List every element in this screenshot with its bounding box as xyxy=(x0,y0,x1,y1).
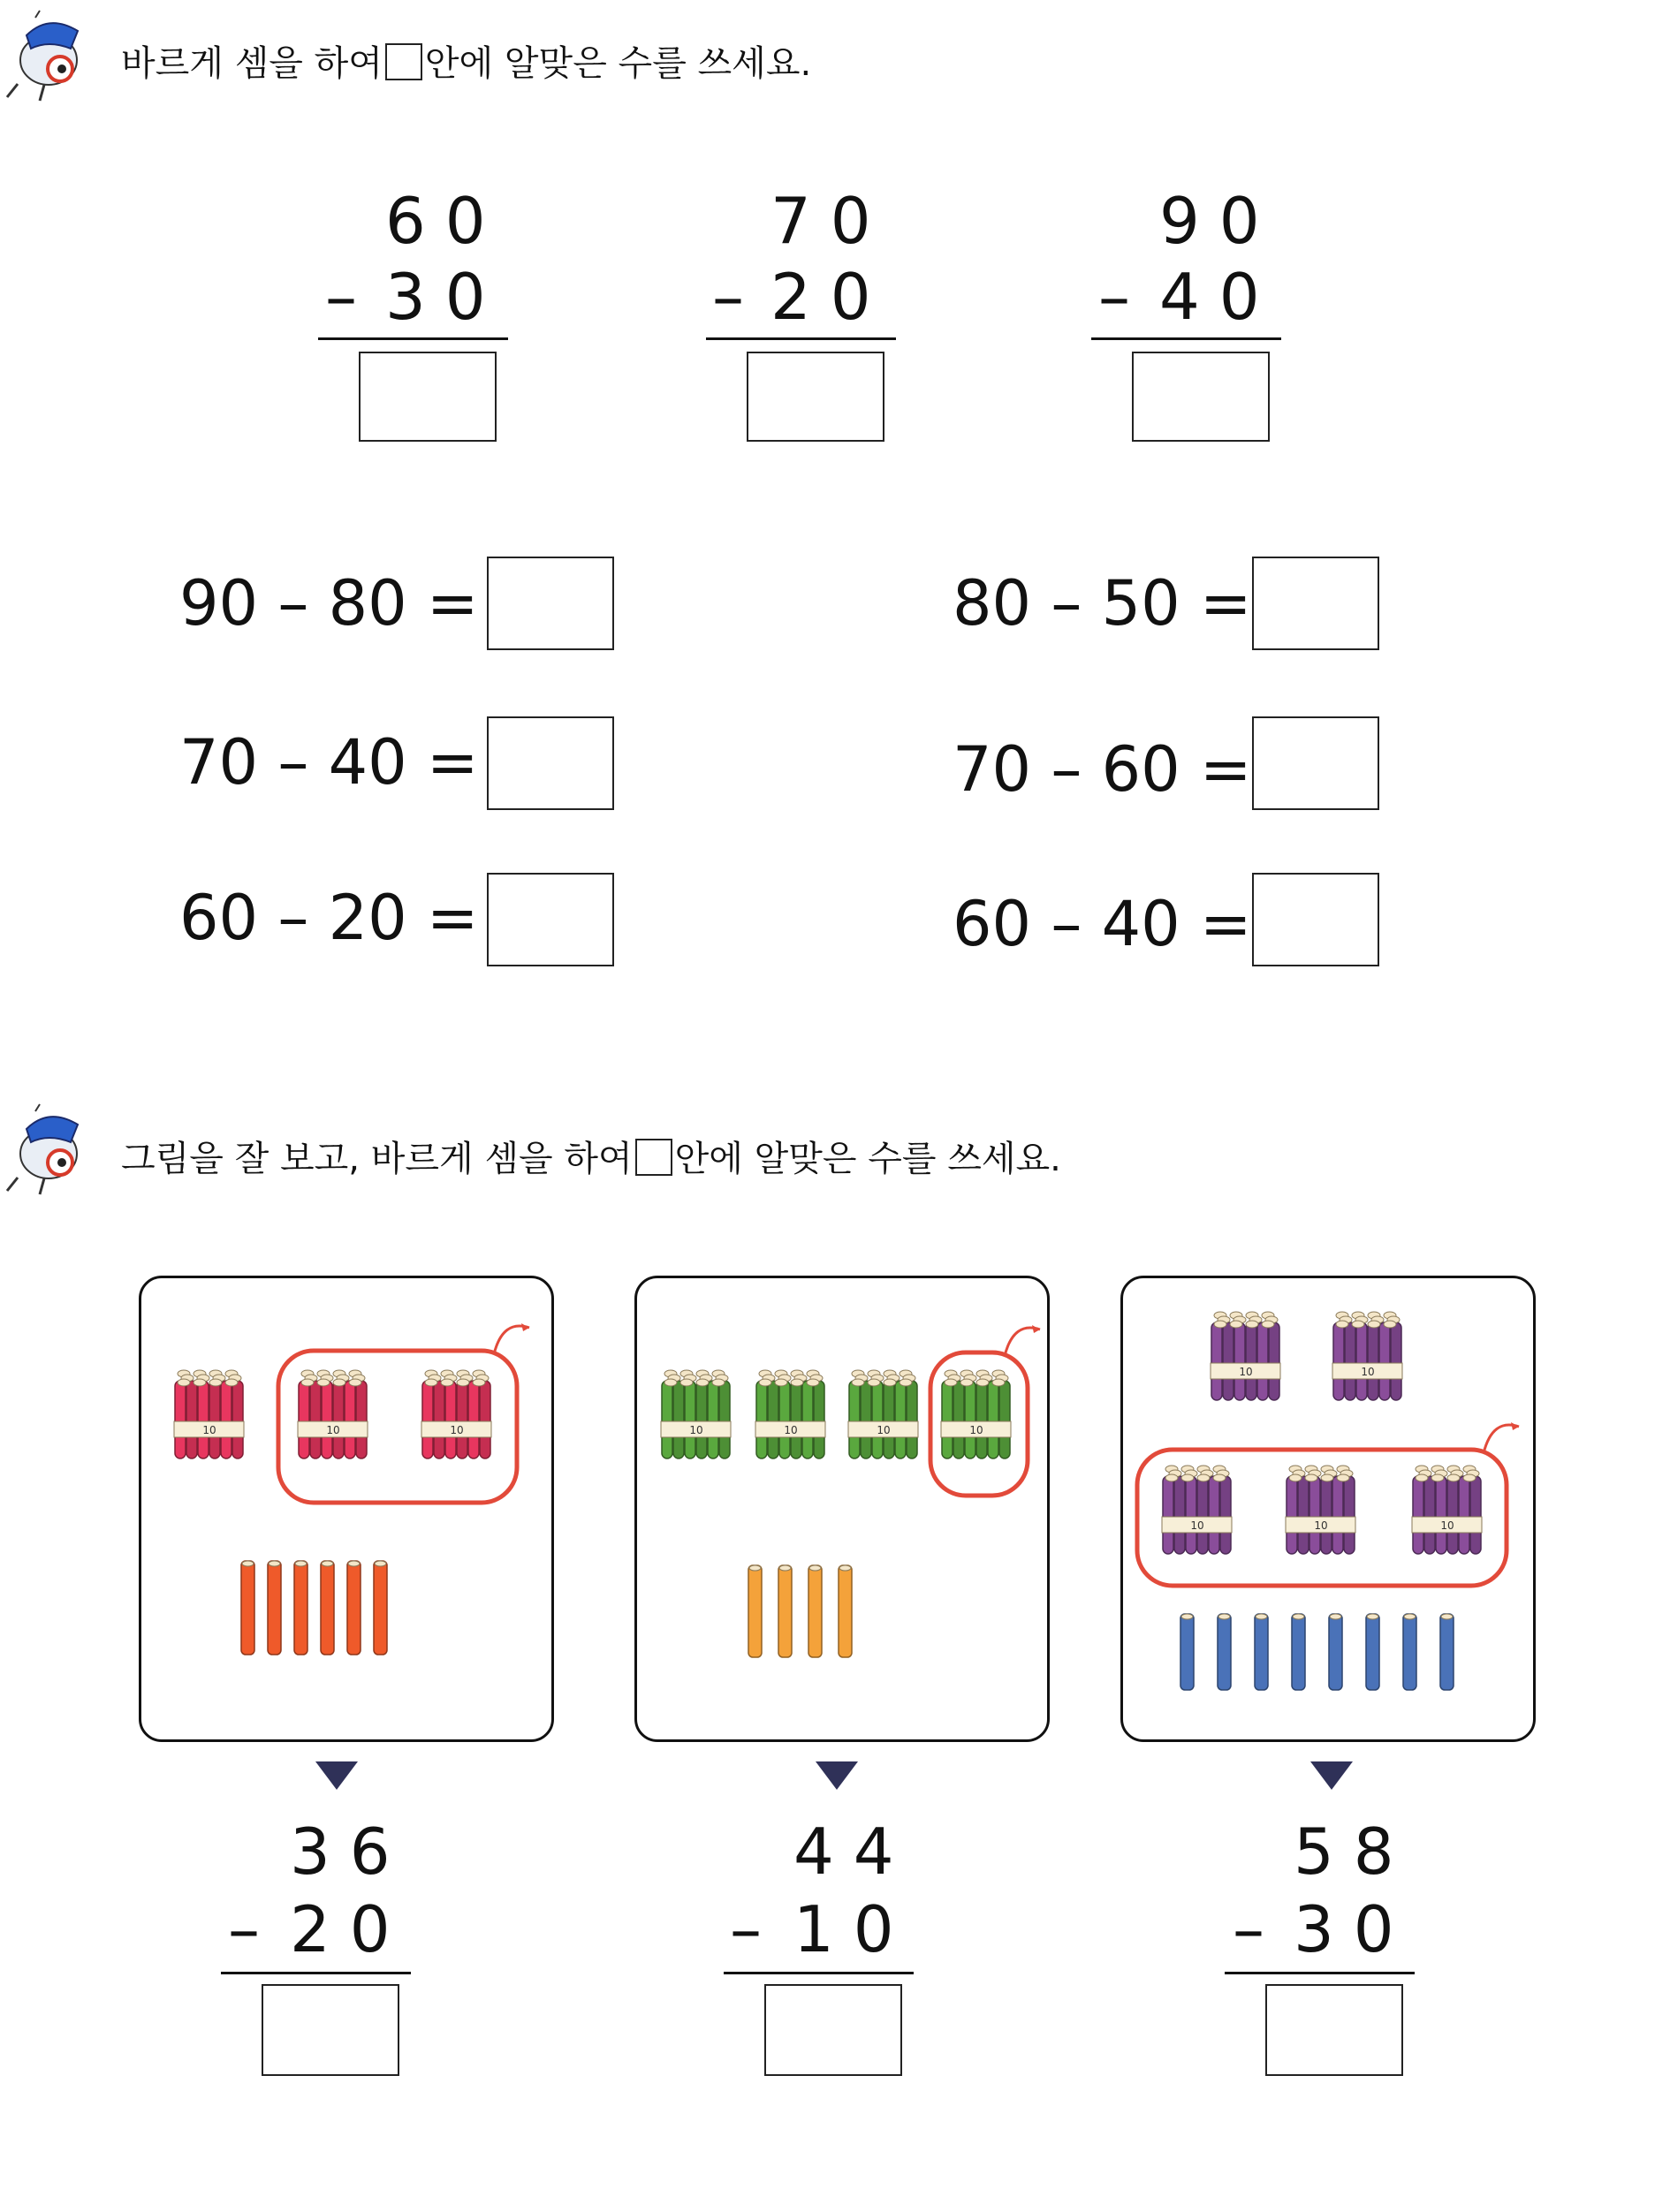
equation-text: 60 – 20 = xyxy=(179,882,479,954)
ten-bundle xyxy=(421,1370,491,1458)
equation-text: 70 – 40 = xyxy=(179,726,479,799)
bundle-label: 10 xyxy=(202,1424,216,1436)
section1-instruction xyxy=(121,35,811,86)
minus-sign: – xyxy=(1098,260,1130,334)
bottom-number: 20 xyxy=(770,260,891,334)
ten-bundle xyxy=(941,1370,1011,1458)
one-stick xyxy=(1180,1614,1194,1690)
one-stick xyxy=(268,1561,281,1655)
top-number: 70 xyxy=(770,184,891,258)
one-stick xyxy=(839,1565,852,1657)
tens-and-ones-illustration xyxy=(141,1278,551,1739)
bundle-label: 10 xyxy=(969,1424,983,1436)
down-arrow-icon xyxy=(816,1761,858,1790)
down-arrow-icon xyxy=(315,1761,358,1790)
one-stick xyxy=(808,1565,822,1657)
answer-box[interactable] xyxy=(1265,1984,1403,2076)
picture-panel xyxy=(1120,1276,1536,1742)
picture-panel xyxy=(634,1276,1050,1742)
mascot-icon xyxy=(0,9,93,106)
top-number: 44 xyxy=(793,1814,914,1889)
answer-box[interactable] xyxy=(1252,557,1379,650)
ten-bundle xyxy=(1286,1466,1355,1554)
top-number: 60 xyxy=(385,184,505,258)
answer-box[interactable] xyxy=(262,1984,399,2076)
top-number: 90 xyxy=(1159,184,1279,258)
bundle-label: 10 xyxy=(1361,1366,1375,1378)
one-stick xyxy=(1366,1614,1379,1690)
equation-text: 70 – 60 = xyxy=(953,733,1252,806)
minus-sign: – xyxy=(228,1892,260,1966)
one-stick xyxy=(748,1565,762,1657)
ten-bundle xyxy=(755,1370,825,1458)
answer-box-symbol xyxy=(385,43,422,80)
minus-sign: – xyxy=(712,260,744,334)
bundle-label: 10 xyxy=(784,1424,798,1436)
one-stick xyxy=(1292,1614,1305,1690)
bottom-number: 30 xyxy=(385,260,505,334)
answer-rule xyxy=(724,1972,914,1974)
bottom-number: 20 xyxy=(290,1892,410,1966)
ten-bundle xyxy=(848,1370,918,1458)
instruction-text: 안에 알맞은 수를 쓰세요. xyxy=(674,1139,1061,1179)
bundle-label: 10 xyxy=(1239,1366,1253,1378)
bundle-label: 10 xyxy=(1314,1519,1328,1532)
bundle-label: 10 xyxy=(1440,1519,1454,1532)
answer-box[interactable] xyxy=(1252,873,1379,966)
ten-bundle xyxy=(1332,1312,1402,1400)
one-stick xyxy=(241,1561,254,1655)
answer-rule xyxy=(221,1972,411,1974)
answer-box-symbol xyxy=(635,1139,672,1176)
down-arrow-icon xyxy=(1310,1761,1353,1790)
instruction-text: 바르게 셈을 하여 xyxy=(121,43,383,84)
tens-and-ones-illustration xyxy=(1123,1278,1533,1739)
one-stick xyxy=(778,1565,792,1657)
ten-bundle xyxy=(174,1370,244,1458)
one-stick xyxy=(1440,1614,1454,1690)
tens-and-ones-illustration xyxy=(637,1278,1047,1739)
instruction-text: 그림을 잘 보고, 바르게 셈을 하여 xyxy=(121,1139,633,1179)
ten-bundle xyxy=(298,1370,368,1458)
answer-box[interactable] xyxy=(747,352,884,442)
answer-box[interactable] xyxy=(1252,716,1379,810)
answer-rule xyxy=(1091,337,1281,340)
bottom-number: 40 xyxy=(1159,260,1279,334)
answer-box[interactable] xyxy=(487,873,614,966)
one-stick xyxy=(1329,1614,1342,1690)
ten-bundle xyxy=(1211,1312,1280,1400)
picture-panel xyxy=(139,1276,554,1742)
bundle-label: 10 xyxy=(689,1424,703,1436)
ten-bundle xyxy=(661,1370,731,1458)
one-stick xyxy=(294,1561,307,1655)
bottom-number: 30 xyxy=(1294,1892,1414,1966)
instruction-text: 안에 알맞은 수를 쓰세요. xyxy=(424,43,812,84)
one-stick xyxy=(347,1561,361,1655)
answer-box[interactable] xyxy=(1132,352,1270,442)
ten-bundle xyxy=(1162,1466,1232,1554)
one-stick xyxy=(1403,1614,1416,1690)
top-number: 36 xyxy=(290,1814,410,1889)
answer-box[interactable] xyxy=(487,557,614,650)
ten-bundle xyxy=(1412,1466,1482,1554)
answer-rule xyxy=(1225,1972,1415,1974)
equation-text: 80 – 50 = xyxy=(953,567,1252,640)
top-number: 58 xyxy=(1294,1814,1414,1889)
equation-text: 90 – 80 = xyxy=(179,567,479,640)
minus-sign: – xyxy=(730,1892,762,1966)
one-stick xyxy=(1255,1614,1268,1690)
bundle-label: 10 xyxy=(877,1424,891,1436)
answer-box[interactable] xyxy=(359,352,497,442)
section2-instruction xyxy=(121,1131,1061,1181)
answer-rule xyxy=(706,337,896,340)
bundle-label: 10 xyxy=(326,1424,340,1436)
one-stick xyxy=(1218,1614,1231,1690)
answer-box[interactable] xyxy=(764,1984,902,2076)
bundle-label: 10 xyxy=(1190,1519,1204,1532)
bundle-label: 10 xyxy=(450,1424,464,1436)
equation-text: 60 – 40 = xyxy=(953,888,1252,960)
mascot-icon xyxy=(0,1102,93,1200)
one-stick xyxy=(321,1561,334,1655)
minus-sign: – xyxy=(325,260,357,334)
minus-sign: – xyxy=(1233,1892,1264,1966)
one-stick xyxy=(374,1561,387,1655)
answer-rule xyxy=(318,337,508,340)
bottom-number: 10 xyxy=(793,1892,914,1966)
answer-box[interactable] xyxy=(487,716,614,810)
